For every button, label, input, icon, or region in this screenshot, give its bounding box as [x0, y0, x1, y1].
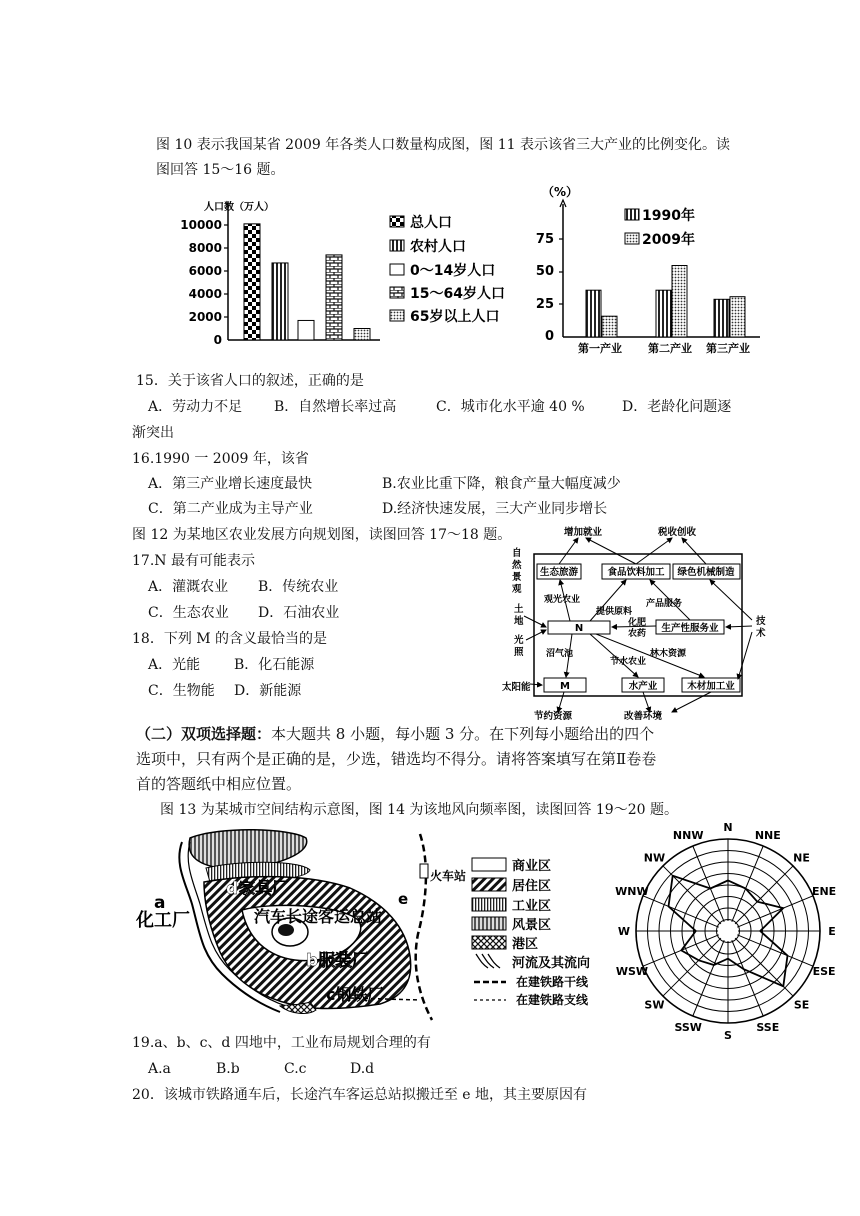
legend-65-plus: 65岁以上人口	[410, 309, 500, 325]
bar-3	[298, 320, 314, 340]
q19-stem: 19.a、b、c、d 四地中，工业布局规划合理的有	[132, 1035, 431, 1051]
y-tick: 4000	[188, 287, 222, 301]
q16-option-b[interactable]: B.农业比重下降，粮食产量大幅度减少	[382, 476, 621, 492]
direction-label-SSE: SSE	[756, 1021, 780, 1035]
q16-option-d[interactable]: D.经济快速发展，三大产业同步增长	[382, 501, 608, 517]
direction-label-E: E	[828, 925, 836, 938]
x-tick: 第一产业	[578, 342, 622, 355]
legend-rural: 农村人口	[410, 239, 466, 255]
direction-label-WSW: WSW	[615, 964, 649, 978]
eco-tourism-box: 生态旅游	[539, 567, 579, 578]
figure-13-city-map	[130, 824, 610, 1024]
y-tick: 0	[544, 329, 554, 344]
bar-1990年-2	[714, 299, 729, 337]
q17-option-d[interactable]: D．石油农业	[258, 605, 340, 621]
bar-2009年-0	[602, 316, 617, 337]
y-tick: 10000	[180, 218, 222, 232]
wind-rose-spoke	[735, 938, 793, 996]
y-axis-unit: （%）	[542, 185, 579, 199]
q19-option-a[interactable]: A.a	[148, 1061, 171, 1077]
green-machinery-box: 绿色机械制造	[677, 567, 735, 578]
q15-option-d-cont: 渐突出	[132, 425, 174, 441]
figure-12-agriculture-diagram	[500, 522, 780, 722]
fertilizer-label: 化肥	[628, 618, 647, 628]
x-tick: 第三产业	[706, 342, 750, 355]
direction-label-W: W	[617, 925, 631, 938]
direction-label-NW: NW	[643, 851, 666, 865]
producer-service-box: 生产性服务业	[661, 623, 719, 634]
pesticide-label: 农药	[628, 629, 647, 639]
label-railway-station: 火车站	[430, 869, 467, 883]
section-2-text: 本大题共 8 小题，每小题 3 分。在下列每小题给出的四个	[271, 725, 655, 743]
q19-option-c[interactable]: C.c	[284, 1061, 307, 1077]
legend-river: 河流及其流向	[512, 956, 591, 971]
q18-option-b[interactable]: B．化石能源	[234, 657, 315, 673]
bar-2009年-2	[730, 297, 745, 337]
bar-1	[244, 224, 260, 340]
m-box: M	[560, 681, 570, 692]
direction-label-NNE: NNE	[754, 828, 781, 842]
product-service-label: 产品服务	[646, 599, 683, 609]
direction-label-ESE: ESE	[812, 964, 836, 978]
y-tick: 25	[535, 297, 554, 312]
label-a: a	[154, 893, 166, 913]
fig12-intro: 图 12 为某地区农业发展方向规划图，读图回答 17～18 题。	[132, 527, 512, 543]
q16-option-c[interactable]: C．第二产业成为主导产业	[148, 501, 313, 517]
n-box: N	[574, 623, 584, 634]
direction-label-SSW: SSW	[674, 1021, 702, 1035]
sightseeing-agri-label: 观光农业	[544, 595, 581, 605]
label-e: e	[398, 890, 409, 908]
aquaculture-box: 水产业	[628, 681, 658, 692]
figure-10-population-chart	[180, 194, 525, 350]
y-tick: 50	[535, 264, 554, 279]
direction-label-SW: SW	[644, 998, 665, 1012]
increase-employment-label: 增加就业	[564, 527, 603, 538]
direction-label-WNW: WNW	[615, 885, 649, 899]
bar-5	[354, 329, 370, 341]
figure-11-industry-chart	[530, 180, 770, 358]
bar-1990年-1	[656, 290, 671, 337]
q17-option-a[interactable]: A．灌溉农业	[148, 579, 229, 595]
direction-label-SE: SE	[793, 998, 810, 1012]
q15-stem: 15．关于该省人口的叙述，正确的是	[136, 373, 364, 389]
light-label: 光照	[514, 635, 524, 658]
legend-commercial: 商业区	[512, 859, 552, 874]
intro-line-1: 图 10 表示我国某省 2009 年各类人口数量构成图，图 11 表示该省三大产业的比例变化。读	[156, 137, 730, 153]
legend-industrial: 工业区	[512, 899, 552, 914]
q16-option-a[interactable]: A．第三产业增长速度最快	[148, 476, 313, 492]
technology-label: 技术	[756, 616, 766, 639]
q15-option-c[interactable]: C．城市化水平逾 40 %	[436, 399, 585, 415]
q17-option-b[interactable]: B．传统农业	[258, 579, 339, 595]
q18-stem: 18．下列 M 的含义最恰当的是	[132, 631, 328, 647]
y-axis-unit: 人口数（万人）	[204, 202, 274, 213]
legend-2009: 2009年	[642, 232, 695, 248]
legend-scenic: 风景区	[512, 918, 552, 933]
direction-label-S: S	[724, 1029, 732, 1040]
wind-rose-spoke	[663, 938, 721, 996]
land-label: 土地	[514, 604, 524, 627]
legend-total: 总人口	[410, 215, 452, 231]
label-d-furniture: d家具厂	[226, 879, 290, 899]
q19-option-d[interactable]: D.d	[350, 1061, 375, 1077]
food-processing-box: 食品饮料加工	[607, 567, 665, 578]
forest-resource-label: 林木资源	[650, 649, 687, 659]
section-2-title: （二）双项选择题：	[136, 725, 272, 743]
q15-option-a[interactable]: A．劳动力不足	[148, 399, 243, 415]
bar-2009年-1	[672, 266, 687, 338]
direction-label-ENE: ENE	[811, 885, 837, 899]
label-chemical-plant: 化工厂	[136, 910, 190, 931]
legend-15-64: 15～64岁人口	[410, 286, 505, 302]
y-tick: 8000	[188, 241, 222, 255]
intro-line-2: 图回答 15～16 题。	[156, 162, 285, 178]
q17-stem: 17.N 最有可能表示	[132, 553, 255, 569]
legend-residential: 居住区	[512, 879, 552, 894]
wind-rose-spoke	[732, 940, 763, 1016]
wind-rose-spoke	[693, 940, 724, 1016]
q18-option-a[interactable]: A．光能	[148, 657, 201, 673]
wind-rose-spoke	[643, 896, 719, 927]
bar-4	[326, 255, 342, 340]
x-tick: 第二产业	[648, 342, 692, 355]
q18-option-d[interactable]: D．新能源	[234, 683, 302, 699]
direction-label-NNW: NNW	[672, 828, 704, 842]
wind-rose-spoke	[663, 866, 721, 924]
biogas-label: 沼气池	[546, 649, 574, 659]
wind-rose-spoke	[737, 935, 813, 966]
raw-material-label: 提供原料	[596, 607, 633, 617]
legend-branch-railway: 在建铁路支线	[516, 993, 589, 1007]
figure-14-wind-rose	[608, 818, 848, 1040]
improve-environment-label: 改善环境	[624, 711, 663, 722]
wind-rose-spoke	[735, 866, 793, 924]
water-saving-label: 节水农业	[610, 657, 647, 667]
bar-2	[272, 263, 288, 340]
section-2-line-3: 首的答题纸中相应位置。	[136, 775, 302, 793]
q17-option-c[interactable]: C．生态农业	[148, 605, 229, 621]
solar-energy-label: 太阳能	[502, 682, 531, 693]
q19-option-b[interactable]: B.b	[216, 1061, 240, 1077]
tax-revenue-label: 税收创收	[658, 527, 697, 538]
q20-stem: 20．该城市铁路通车后，长途汽车客运总站拟搬迁至 e 地，其主要原因有	[132, 1087, 587, 1103]
timber-processing-box: 木材加工业	[687, 681, 735, 692]
wind-rose-spoke	[737, 896, 813, 927]
direction-label-NE: NE	[793, 851, 810, 865]
natural-landscape-label: 自然景观	[512, 548, 522, 595]
y-tick: 2000	[188, 310, 222, 324]
q18-option-c[interactable]: C．生物能	[148, 683, 215, 699]
y-tick: 6000	[188, 264, 222, 278]
q15-option-d[interactable]: D．老龄化问题逐	[622, 399, 732, 415]
fig13-intro: 图 13 为某城市空间结构示意图，图 14 为该地风向频率图，读图回答 19～20 题。	[160, 802, 678, 818]
y-tick: 75	[535, 232, 554, 247]
legend-main-railway: 在建铁路干线	[516, 975, 589, 989]
q16-stem: 16.1990 一 2009 年，该省	[132, 451, 309, 467]
label-c-steel: c钢铁厂	[326, 985, 384, 1004]
save-resources-label: 节约资源	[534, 711, 573, 722]
q15-option-b[interactable]: B．自然增长率过高	[274, 399, 397, 415]
label-bus-station: 汽车长途客运总站	[254, 907, 383, 926]
legend-0-14: 0～14岁人口	[410, 263, 496, 279]
label-b-clothing: b服装厂	[306, 951, 370, 971]
y-tick: 0	[213, 333, 222, 347]
legend-port: 港区	[512, 937, 539, 952]
legend-1990: 1990年	[642, 208, 695, 224]
section-2-line-1	[136, 724, 654, 744]
direction-label-N: N	[723, 821, 733, 834]
section-2-line-2: 选项中，只有两个是正确的是，少选，错选均不得分。请将答案填写在第Ⅱ卷卷	[136, 750, 657, 768]
bar-1990年-0	[586, 290, 601, 337]
